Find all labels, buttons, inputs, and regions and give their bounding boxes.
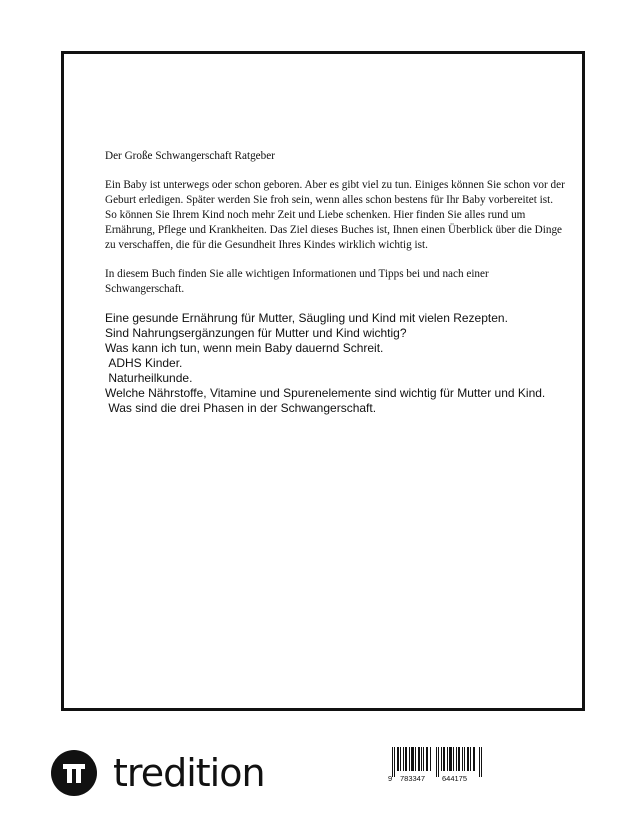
publisher-logo — [51, 749, 265, 797]
cover-text-block — [105, 149, 565, 416]
list-item: Was sind die drei Phasen in der Schwangerschaft. — [105, 401, 377, 415]
barcode-digits-left: 783347 — [400, 774, 426, 783]
barcode-digit-first: 9 — [388, 774, 393, 783]
list-item: Naturheilkunde. — [105, 371, 193, 385]
list-item: Was kann ich tun, wenn mein Baby dauernd Schreit. — [105, 341, 384, 355]
topics-list — [105, 311, 565, 416]
publisher-name: tredition — [113, 751, 265, 795]
barcode-digits-right: 644175 — [442, 774, 468, 783]
list-item: Sind Nahrungsergänzungen für Mutter und Kind wichtig? — [105, 326, 407, 340]
list-item: Eine gesunde Ernährung für Mutter, Säugling und Kind mit vielen Rezepten. — [105, 311, 508, 325]
list-item: Welche Nährstoffe, Vitamine und Spurenelemente sind wichtig für Mutter und Kind. — [105, 386, 546, 400]
tredition-logo-icon — [51, 750, 97, 796]
book-title: Der Große Schwangerschaft Ratgeber — [105, 150, 275, 162]
barcode-number — [388, 774, 467, 783]
list-item: ADHS Kinder. — [105, 356, 183, 370]
description-paragraph-2: In diesem Buch finden Sie alle wichtigen Informationen und Tipps bei und nach einer Schwangerschaft. — [105, 268, 489, 295]
cover-frame — [61, 51, 585, 711]
description-paragraph-1: Ein Baby ist unterwegs oder schon geboren. Aber es gibt viel zu tun. Einiges können Sie schon vor der Geburt erledigen. Später werden Sie froh sein, wenn alles schon bestens für Ihr Baby vorbereitet ist. So können Sie Ihrem Kind noch mehr Zeit und Liebe schenken. Hier finden Sie alles rund um Ernährung, Pflege und Krankheiten. Das Ziel dieses Buches ist, Ihnen einen Überblick über die Dinge zu verschaffen, die für die Gesundheit Ihres Kindes wirklich wichtig ist. — [105, 179, 565, 251]
